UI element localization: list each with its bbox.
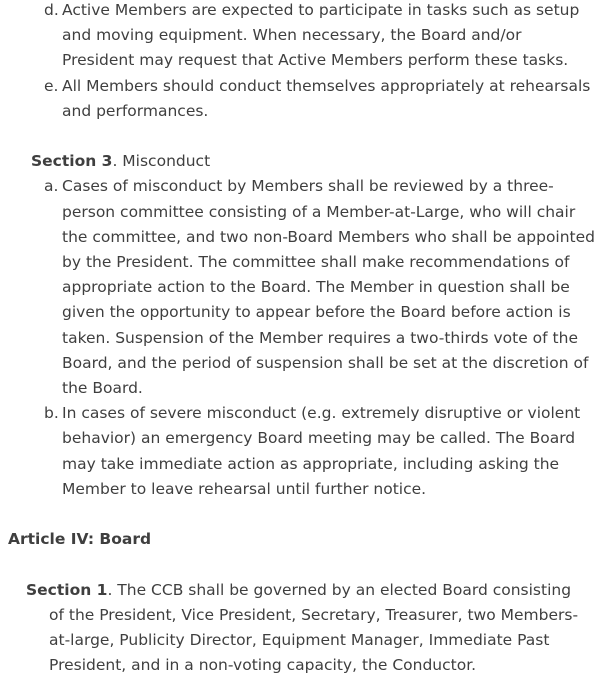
blank-line (0, 124, 601, 149)
list-marker: d. (44, 1, 59, 19)
list-marker: a. (44, 177, 59, 196)
list-item-text: All Members should conduct themselves appropriately at rehearsals and performances. (62, 76, 591, 120)
section-3-title: . Misconduct (112, 152, 211, 171)
list-item-b (0, 401, 601, 502)
list-item-a (0, 174, 601, 401)
section-3-list (0, 174, 601, 502)
list-item-text: Cases of misconduct by Members shall be reviewed by a three-person committee consisting of a Member-at-Large, who will chair the committee, and two non-Board Members who shall be appointed by the President. The committee shall make recommendations of appropriate action to the Board. The Member in question shall be given the opportunity to appear before the Board before action is taken. Suspension of the Member requires a two-thirds vote of the Board, and the period of suspension shall be set at the discretion of the Board. (62, 177, 596, 398)
section-3-label: Section 3 (31, 152, 113, 171)
list-item-text: In cases of severe misconduct (e.g. extremely disruptive or violent behavior) an emergency Board meeting may be called. The Board may take immediate action as appropriate, including asking the Member to leave rehearsal until further notice. (62, 404, 581, 498)
list-marker: e. (44, 76, 59, 95)
list-item-e (0, 74, 601, 124)
section-1-text: . The CCB shall be governed by an elected Board consisting of the President, Vice President, Secretary, Treasurer, two Members-at-large, Publicity Director, Equipment Manager, Immediate Past President, and in a non-voting capacity, the Conductor. (49, 580, 579, 675)
section-3-heading (0, 149, 601, 174)
list-marker: b. (44, 404, 59, 423)
article-4-section-1 (0, 578, 601, 679)
blank-line (0, 502, 601, 527)
list-item-d (0, 0, 601, 74)
section-1-label: Section 1 (26, 580, 108, 599)
article-4-heading: Article IV: Board (8, 530, 152, 549)
list-item-text: Active Members are expected to participate in tasks such as setup and moving equipment. When necessary, the Board and/or President may request that Active Members perform these tasks. (62, 1, 580, 70)
section-2-list-continued (0, 0, 601, 124)
blank-line (0, 552, 601, 577)
